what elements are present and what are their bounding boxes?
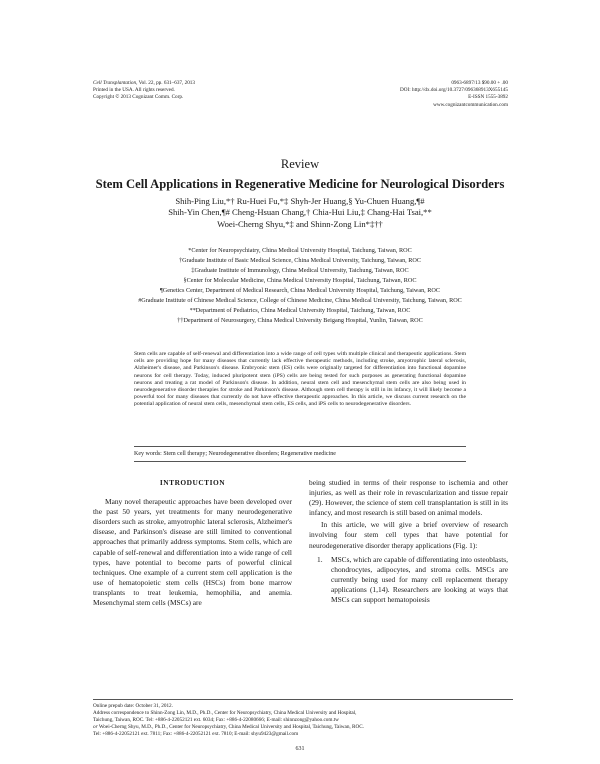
affiliation: ††Department of Neurosurgery, China Medical University Beigang Hospital, Yunlin, Taiwan, ROC [177, 317, 423, 325]
author-line: Shih-Ping Liu,*† Ru-Huei Fu,*‡ Shyh-Jer Huang,§ Yu-Chuen Huang,¶# [175, 196, 425, 206]
affiliation: **Department of Pediatrics, China Medical University Hospital, Taichung, Taiwan, ROC [189, 307, 411, 315]
keywords-rule-bottom [134, 461, 466, 462]
correspondence-text: Woei-Cherng Shyu, M.D., Ph.D., Center for Neuropsychiatry, China Medical University and Hospital, Taichung, Taiwan, ROC. [97, 724, 364, 731]
website-link[interactable]: www.cognizantcommunication.com [433, 101, 508, 108]
journal-volume: , Vol. 22, pp. 631–637, 2013 [136, 80, 195, 86]
author-list [120, 196, 480, 230]
keywords: Key words: Stem cell therapy; Neurodegenerative disorders; Regenerative medicine [134, 451, 336, 457]
or-word: or [93, 724, 98, 731]
author-line: Shih-Yin Chen,¶# Cheng-Hsuan Chang,† Chia-Hui Liu,‡ Chang-Hai Tsai,** [168, 207, 432, 218]
affiliation: #Graduate Institute of Chinese Medical Science, College of Chinese Medicine, China Medical University, Taichung, Taiwan, ROC [138, 297, 462, 305]
introduction-heading: INTRODUCTION [159, 478, 226, 487]
online-date: Online prepub date: October 31, 2012. [93, 703, 173, 709]
journal-citation [93, 80, 313, 87]
affiliation: *Center for Neuropsychiatry, China Medical University Hospital, Taichung, Taiwan, ROC [188, 247, 412, 254]
journal-header-left [93, 80, 313, 102]
keywords-rule-top [134, 446, 466, 447]
correspondence-line: Taichung, Taiwan, ROC. Tel: +886-4-22052121 ext. 6034; Fax: +886-4-22080666; E-mail: shinnzong@yahoo.com.tw [93, 717, 339, 724]
affiliation: ‡Graduate Institute of Immunology, China Medical University, Taichung, Taiwan, ROC [191, 267, 409, 275]
correspondence-line: Tel: +886-4-22052121 ext. 7811; Fax: +886-4-22052121 ext. 7810; E-mail: shyu9423@gmail.com [93, 731, 299, 738]
left-column [93, 478, 292, 608]
list-text: MSCs, which are capable of differentiating into osteoblasts, chondrocytes, adipocytes, and stroma cells. MSCs are currently being used for many cell replacement therapy applications (1,14). Researchers are looking at ways that MSCs can support hematopoiesis [331, 554, 508, 605]
journal-header-right [288, 80, 508, 109]
abstract: Stem cells are capable of self-renewal and differentiation into a wide range of cell types with multiple clinical and therapeutic applications. Stem cells are providing hope for many diseases that currently lack effective therapeutic methods, including stroke, amyotrophic lateral sclerosis, Alzheimer's disease, and Parkinson's disease. Embryonic stem (ES) cells were originally targeted for differentiation into functional dopamine neurons for cell therapy. Today, induced pluripotent stem (iPS) cells are being tested for such purposes as generating functional dopamine neurons and treating a rat model of Parkinson's disease. In addition, neural stem cell and mesenchymal stem cells are also being used in neurodegenerative disorder therapies for stroke and Parkinson's disease. Although stem cell therapy is still in its infancy, it will likely become a powerful tool for many diseases that currently do not have effective therapeutic approaches. In this article, we discuss current research on the potential application of neural stem cells, mesenchymal stem cells, ES cells, and iPS cells to neurodegenerative disorders. [134, 351, 466, 408]
journal-name: Cell Transplantation [93, 80, 137, 86]
doi-link[interactable]: DOI: http://dx.doi.org/10.3727/096368913X655145 [400, 87, 508, 94]
copyright-notice: Copyright © 2013 Cognizant Comm. Corp. [93, 94, 184, 101]
affiliation: §Center for Molecular Medicine, China Medical University Hospital, Taichung, Taiwan, ROC [183, 277, 417, 285]
affiliation: †Graduate Institute of Basic Medical Science, China Medical University, Taichung, Taiwan, ROC [179, 257, 421, 265]
page-number: 631 [295, 746, 305, 752]
right-column [309, 478, 508, 605]
affiliation-list [60, 246, 540, 326]
article-title: Stem Cell Applications in Regenerative Medicine for Neurological Disorders [95, 177, 505, 191]
intro-paragraph-continued: being studied in terms of their response to ischemia and other injuries, as well as their role in revascularization and tissue repair (29). However, the science of stem cell transplantation is still in its infancy, and most research is still based on animal models. [309, 478, 508, 518]
issn: 0963-6897/13 $90.00 + .00 [451, 80, 508, 86]
printed-notice: Printed in the USA. All rights reserved. [93, 87, 175, 94]
correspondence-line: Address correspondence to Shinn-Zong Lin, M.D., Ph.D., Center for Neuropsychiatry, China Medical University and Hospital, [93, 710, 357, 717]
list-item [309, 555, 508, 605]
affiliation: ¶Genetics Center, Department of Medical Research, China Medical University Hospital, Taichung, Taiwan, ROC [160, 287, 440, 295]
author-line: Woei-Cherng Shyu,*‡ and Shinn-Zong Lin*‡†† [217, 218, 383, 229]
list-number: 1. [317, 554, 323, 564]
footnote-rule [93, 699, 513, 700]
intro-paragraph: In this article, we will give a brief overview of research involving four stem cell types that have potential for neurodegenerative disorder therapy applications (Fig. 1): [309, 520, 508, 550]
footnote [93, 703, 513, 738]
eissn: E-ISSN 1555-3892 [468, 94, 508, 101]
intro-paragraph: Many novel therapeutic approaches have been developed over the past 50 years, yet treatments for many neurodegenerative disorders such as stroke, amyotrophic lateral sclerosis, Alzheimer's disease, and Parkinson's disease are still limited to conventional approaches that primarily address symptoms. Stem cells, which are capable of self-renewal and differentiation into a wide range of cell types, have potential to become parts of powerful clinical techniques. One example of a current stem cell application is the use of hematopoietic stem cells (HSCs) from bone marrow transplants to treat leukemia, hemophilia, and anemia. Mesenchymal stem cells (MSCs) are [93, 497, 292, 608]
section-label: Review [280, 157, 320, 171]
correspondence-line [93, 724, 513, 731]
